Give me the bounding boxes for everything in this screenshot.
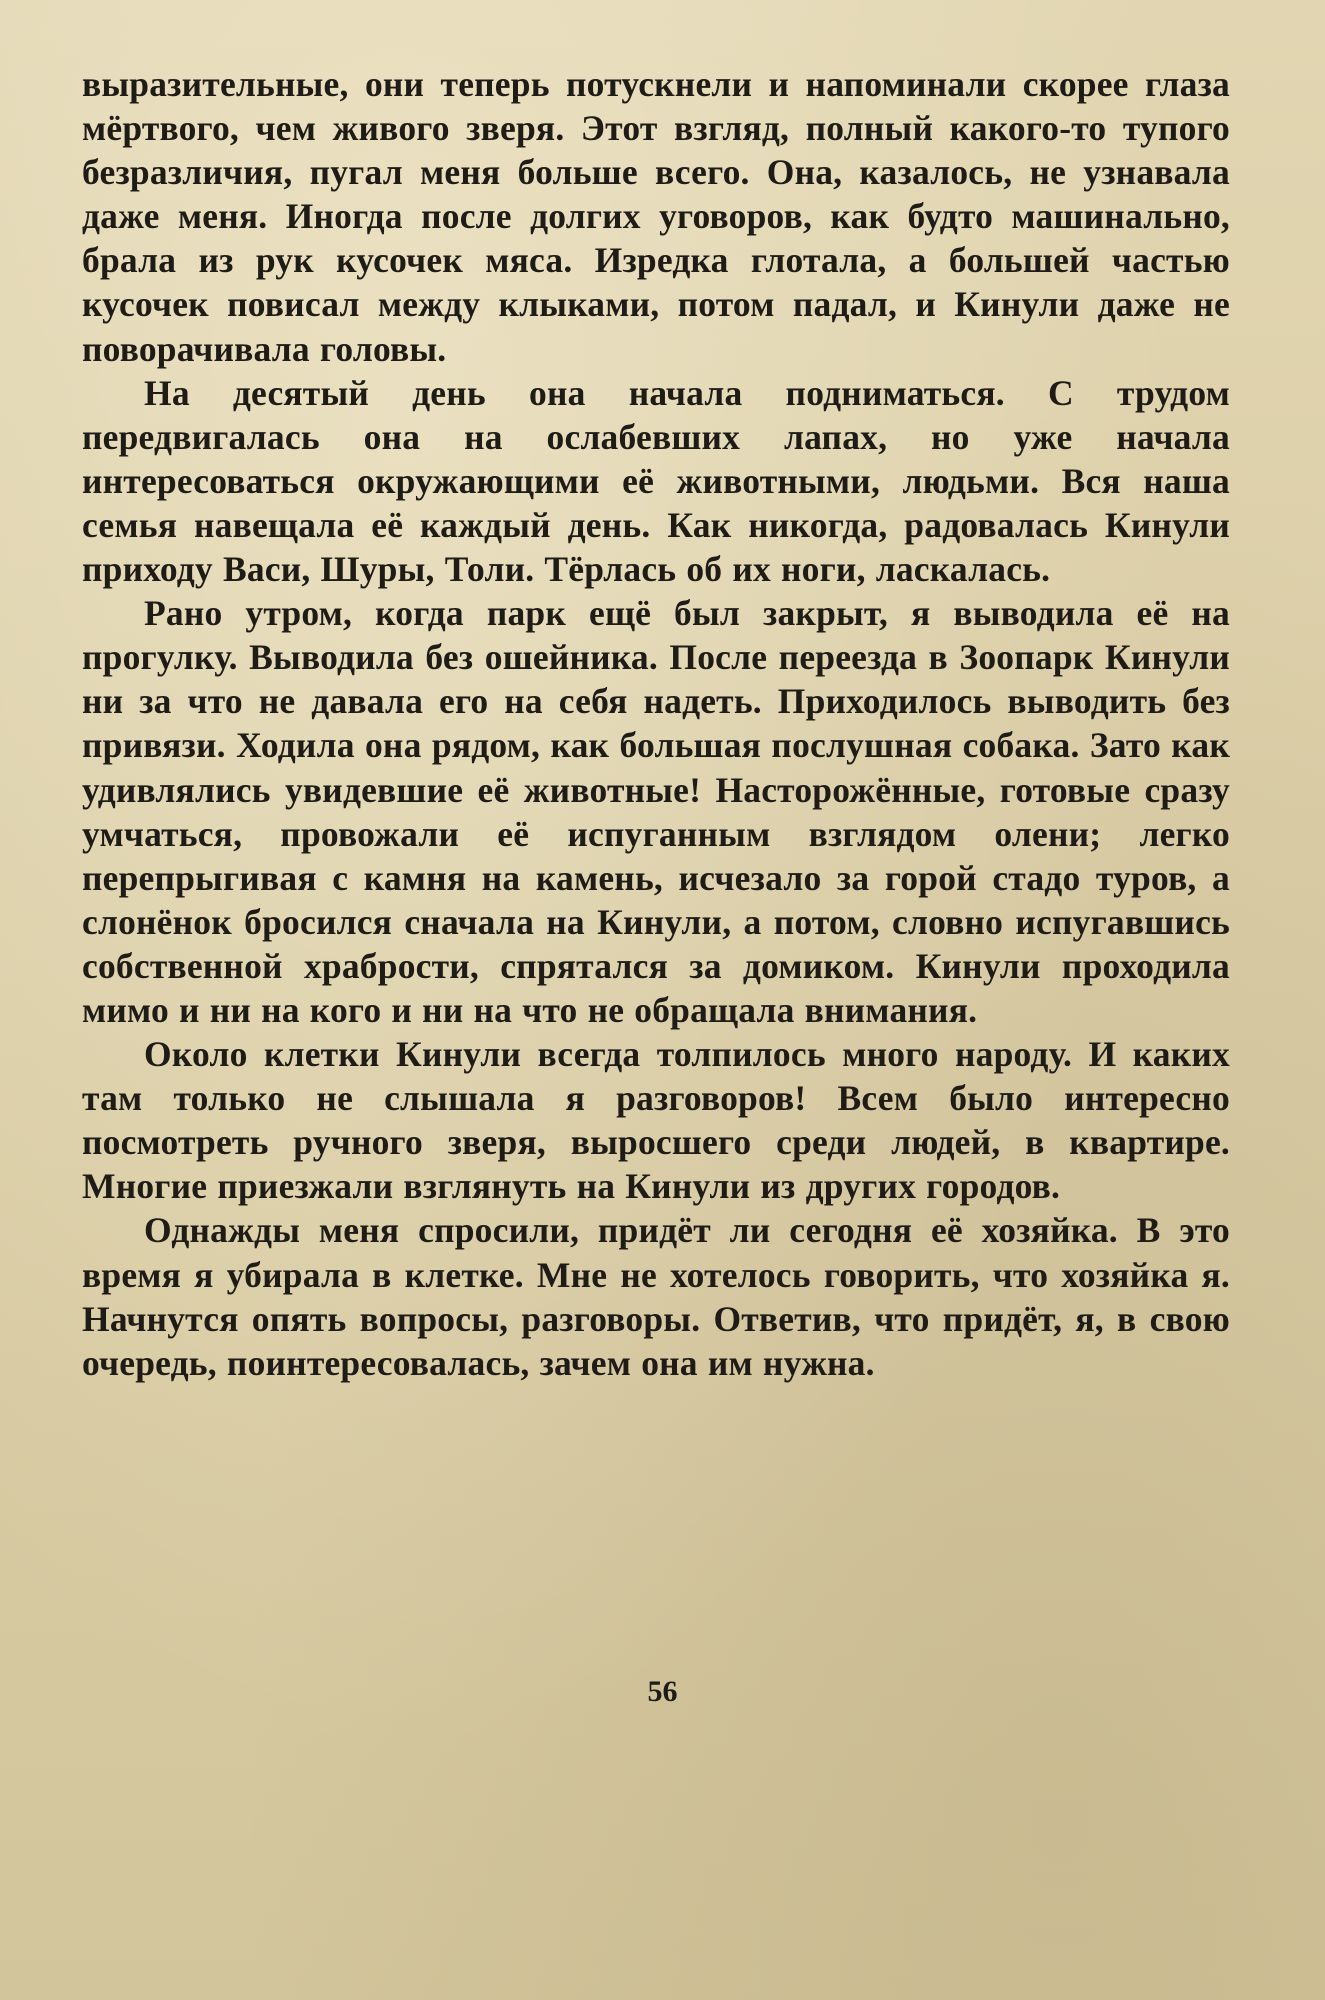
page-number: 56 bbox=[647, 1675, 678, 1708]
paragraph-2: На десятый день она начала подниматься. С трудом передвигалась она на ослабевших лапах, но уже начала интересоваться окружающими её животными, людьми. Вся наша семья навещала её каждый день. Как никогда, радовалась Кинули приходу Васи, Шуры, Толи. Тёрлась об их ноги, ласкалась. bbox=[82, 372, 1230, 590]
text-block bbox=[82, 62, 1230, 1385]
paragraph-4: Около клетки Кинули всегда толпилось много народу. И каких там только не слышала я разговоров! Всем было интересно посмотреть ручного зверя, выросшего среди людей, в квартире. Многие приезжали взглянуть на Кинули из других городов. bbox=[82, 1034, 1230, 1207]
paragraph-1: выразительные, они теперь потускнели и напоминали скорее глаза мёртвого, чем живого зверя. Этот взгляд, полный какого-то тупого безразличия, пугал меня больше всего. Она, казалось, не узнавала даже меня. Иногда после долгих уговоров, как будто машинально, брала из рук кусочек мяса. Изредка глотала, а большей частью кусочек повисал между клыками, потом падал, и Кинули даже не поворачивала головы. bbox=[82, 64, 1230, 369]
paragraph-5: Однажды меня спросили, придёт ли сегодня её хозяйка. В это время я убирала в клетке. Мне не хотелось говорить, что хозяйка я. Начнутся опять вопросы, разговоры. Ответив, что придёт, я, в свою очередь, поинтересовалась, зачем она им нужна. bbox=[82, 1210, 1230, 1383]
paragraph-3: Рано утром, когда парк ещё был закрыт, я выводила её на прогулку. Выводила без ошейника. После переезда в Зоопарк Кинули ни за что не давала его на себя надеть. Приходилось выводить без привязи. Ходила она рядом, как большая послушная собака. Зато как удивлялись увидевшие её животные! Насторожённые, готовые сразу умчаться, провожали её испуганным взглядом олени; легко перепрыгивая с камня на камень, исчезало за горой стадо туров, а слонёнок бросился сначала на Кинули, а потом, словно испугавшись собственной храбрости, спрятался за домиком. Кинули проходила мимо и ни на кого и ни на что не обращала внимания. bbox=[82, 593, 1230, 1030]
